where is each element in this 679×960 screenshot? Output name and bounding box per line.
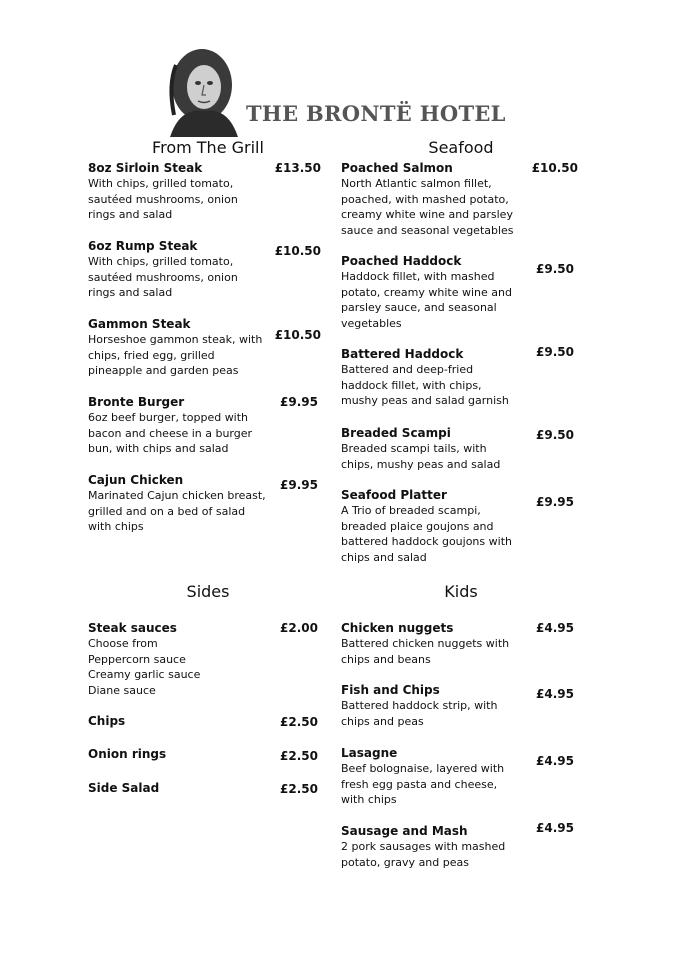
item-description: Battered haddock strip, with chips and peas [341,699,498,728]
item-name: Chips [88,714,126,728]
item-price: £9.95 [536,495,574,509]
item-name: Onion rings [88,747,167,761]
desc-line: Choose from [88,637,158,650]
item-name: Poached Salmon [341,161,453,175]
item-price: £4.95 [536,687,574,701]
item-name: Bronte Burger [88,395,185,409]
item-description: Haddock fillet, with mashed potato, creamy white wine and parsley sauce, and seasonal vegetables [341,270,512,330]
item-price: £9.50 [536,428,574,442]
item-description: 2 pork sausages with mashed potato, gravy and peas [341,840,506,869]
section-title-sides: Sides [186,582,230,601]
item-description [88,636,268,698]
item-name: 6oz Rump Steak [88,239,198,253]
item-name: Chicken nuggets [341,621,454,635]
item-description: Battered chicken nuggets with chips and beans [341,637,510,666]
item-price: £9.50 [536,345,574,359]
item-price: £10.50 [274,244,321,258]
item-description: Battered and deep-fried haddock fillet, with chips, mushy peas and salad garnish [341,363,509,407]
item-price: £9.50 [536,262,574,276]
item-description: Breaded scampi tails, with chips, mushy peas and salad [341,442,501,471]
item-description: North Atlantic salmon fillet, poached, with mashed potato, creamy white wine and parsley sauce and seasonal vegetables [341,177,514,237]
item-price: £10.50 [274,328,321,342]
item-name: Side Salad [88,781,160,795]
item-name: Battered Haddock [341,347,464,361]
item-description: With chips, grilled tomato, sautéed mushrooms, onion rings and salad [88,255,238,299]
item-name: Fish and Chips [341,683,440,697]
item-description: 6oz beef burger, topped with bacon and cheese in a burger bun, with chips and salad [88,411,253,455]
item-description: Marinated Cajun chicken breast, grilled and on a bed of salad with chips [88,489,266,533]
item-name: Sausage and Mash [341,824,468,838]
desc-line: Creamy garlic sauce [88,668,201,681]
bronte-portrait-logo [160,45,242,137]
item-description: A Trio of breaded scampi, breaded plaice goujons and battered haddock goujons with chips and salad [341,504,512,564]
item-price: £13.50 [274,161,321,175]
item-price: £4.95 [536,621,574,635]
item-price: £2.00 [280,621,318,635]
menu-item-gammon-steak [88,317,328,379]
item-price: £10.50 [531,161,578,175]
item-price: £4.95 [536,821,574,835]
item-name: 8oz Sirloin Steak [88,161,203,175]
item-price: £9.95 [280,478,318,492]
item-price: £2.50 [280,749,318,763]
section-title-grill: From The Grill [152,138,264,157]
section-title-seafood: Seafood [428,138,494,157]
item-name: Seafood Platter [341,488,447,502]
item-price: £2.50 [280,715,318,729]
desc-line: Diane sauce [88,683,156,697]
item-description: With chips, grilled tomato, sautéed mushrooms, onion rings and salad [88,177,238,221]
section-title-kids: Kids [444,582,478,601]
hotel-header [160,45,520,140]
item-description: Horseshoe gammon steak, with chips, fried egg, grilled pineapple and garden peas [88,333,263,377]
item-name: Poached Haddock [341,254,462,268]
item-name: Cajun Chicken [88,473,184,487]
item-name: Gammon Steak [88,317,191,331]
item-name: Steak sauces [88,621,177,635]
hotel-name: THE BRONTË HOTEL [246,101,506,126]
desc-line: Peppercorn sauce [88,652,186,666]
item-description: Beef bolognaise, layered with fresh egg pasta and cheese, with chips [341,762,505,806]
item-price: £9.95 [280,395,318,409]
item-price: £2.50 [280,782,318,796]
item-name: Breaded Scampi [341,426,451,440]
item-name: Lasagne [341,746,398,760]
item-price: £4.95 [536,754,574,768]
